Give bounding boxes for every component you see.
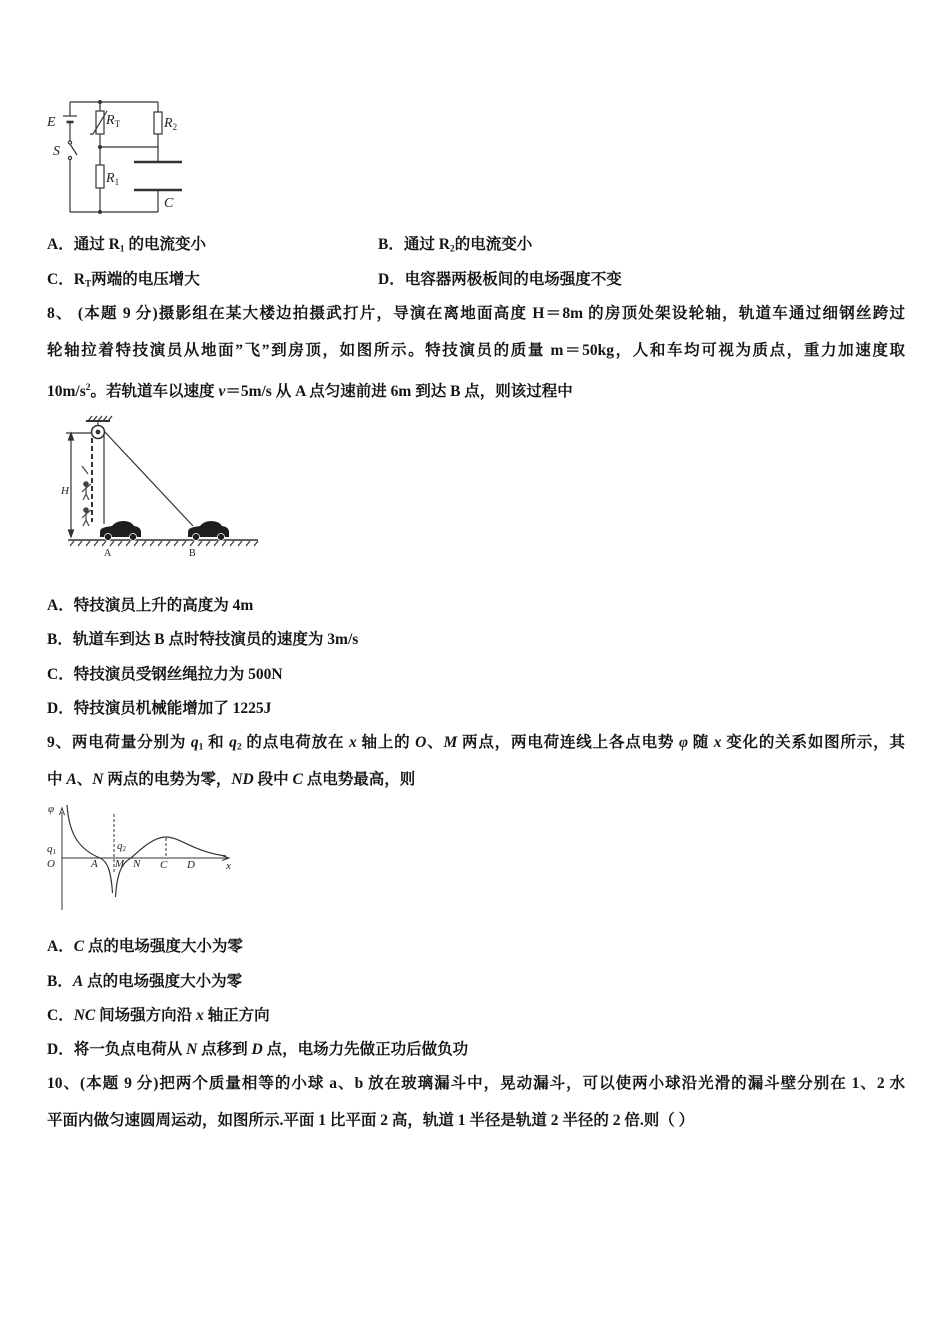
label-q1-sub: 1 — [52, 848, 56, 856]
subscript: 2 — [449, 243, 455, 255]
text-run: 的电流变小 — [124, 236, 206, 253]
label-e: E — [47, 115, 56, 130]
text-run: 10m/s — [47, 382, 86, 400]
junction-top — [98, 100, 102, 104]
label-q1-base: q — [47, 843, 53, 855]
text-run: 点的电场强度大小为零 — [83, 973, 243, 990]
q7-option-b — [378, 235, 532, 260]
text-run: B．通过 R — [378, 236, 450, 253]
q8-stem-line-2: 轮轴拉着特技演员从地面”飞”到房顶，如图所示。特技演员的质量 m＝50kg，人和车均可视为质点，重力加速度取 — [47, 342, 905, 359]
q10-stem-line-1: 10、(本题 9 分)把两个质量相等的小球 a、b 放在玻璃漏斗中，晃动漏斗，可以使两小球沿光滑的漏斗壁分别在 1、2 水 — [47, 1075, 905, 1092]
q8-option-d: D．特技演员机械能增加了 1225J — [47, 700, 272, 717]
subscript: 1 — [198, 741, 204, 753]
label-r1-sub: 1 — [114, 177, 120, 187]
label-r1-base: R — [106, 171, 115, 186]
italic-symbol: v — [218, 382, 226, 400]
label-m: M — [115, 858, 125, 870]
text-run: C．R — [47, 271, 85, 288]
junction-middle — [98, 145, 102, 149]
text-run: 点移到 — [197, 1041, 252, 1058]
text-run: 轴正方向 — [203, 1007, 270, 1024]
label-point-a: A — [104, 548, 112, 559]
text-run: 。若轨道车以速度 — [90, 382, 219, 400]
stunt-pulley-diagram — [58, 412, 263, 562]
q9-option-b — [47, 972, 242, 992]
label-r2-sub: 2 — [172, 122, 178, 132]
potential-graph — [40, 798, 240, 918]
label-r1 — [105, 171, 119, 187]
label-d: D — [187, 859, 195, 871]
q7-option-d: D．电容器两极板间的电场强度不变 — [378, 271, 622, 288]
italic-symbol: M — [443, 734, 458, 751]
performer-mark — [82, 466, 88, 474]
label-point-b: B — [189, 548, 196, 559]
text-run: 点，电场力先做正功后做负功 — [262, 1041, 469, 1058]
text-run: C． — [47, 1007, 74, 1024]
circuit-diagram — [40, 95, 190, 220]
label-n: N — [133, 858, 141, 870]
label-rt — [105, 113, 121, 129]
text-run: ＝5m/s 从 A 点匀速前进 6m 到达 B 点，则该过程中 — [225, 382, 573, 400]
junction-bottom — [98, 210, 102, 214]
text-run: A． — [47, 938, 74, 955]
q7-option-a — [47, 235, 206, 260]
switch-contact-top — [68, 141, 71, 144]
label-q1 — [47, 843, 57, 856]
label-r2-base: R — [164, 116, 173, 131]
text-run: A．通过 R — [47, 236, 120, 253]
label-phi: φ — [48, 803, 55, 815]
subscript: 2 — [236, 741, 242, 753]
text-run: 的电流变小 — [454, 236, 533, 253]
label-rt-base: R — [106, 113, 115, 128]
italic-symbol: φ — [678, 734, 689, 751]
switch-lever — [70, 144, 77, 155]
q8-option-a: A．特技演员上升的高度为 4m — [47, 597, 254, 614]
italic-symbol: x — [196, 1007, 204, 1024]
label-c: C — [160, 859, 168, 871]
subscript: T — [84, 278, 92, 290]
text-run: 段中 — [253, 771, 293, 788]
text-run: 中 — [47, 771, 67, 788]
pulley-axle — [96, 430, 100, 434]
switch-contact-bottom — [68, 156, 71, 159]
diagonal-rope — [104, 431, 193, 526]
text-run: 、 — [76, 771, 93, 788]
text-run: 的点电荷放在 — [241, 734, 350, 751]
italic-symbol: A — [66, 771, 77, 788]
text-run: 和 — [203, 734, 230, 751]
resistor-r2 — [154, 112, 162, 134]
h-dimension-arrow-bottom — [69, 530, 74, 537]
text-run: 随 — [688, 734, 714, 751]
text-run: 间场强方向沿 — [95, 1007, 197, 1024]
italic-symbol: ND — [231, 771, 254, 788]
q9-option-a — [47, 937, 243, 957]
label-a: A — [91, 858, 98, 870]
resistor-r1 — [96, 165, 104, 188]
italic-symbol: A — [72, 973, 84, 990]
italic-symbol: x — [713, 734, 722, 751]
q9-stem-line-1 — [47, 733, 905, 758]
performer-figure-upper — [82, 482, 91, 500]
label-r2 — [163, 116, 177, 132]
text-run: 轴上的 — [356, 734, 416, 751]
ground-hatch — [70, 541, 258, 546]
italic-symbol: x — [349, 734, 357, 751]
label-h: H — [61, 485, 69, 497]
text-run: 、 — [426, 734, 444, 751]
performer-figure-lower — [82, 508, 91, 526]
label-s: S — [53, 144, 60, 159]
label-o: O — [47, 858, 55, 870]
italic-symbol: D — [251, 1041, 263, 1058]
text-run: 点电势最高，则 — [302, 771, 416, 788]
h-dimension-arrow-top — [69, 433, 74, 440]
italic-symbol: q — [229, 734, 237, 751]
q8-option-b: B．轨道车到达 B 点时特技演员的速度为 3m/s — [47, 631, 359, 648]
label-q2-sub: 2 — [122, 845, 126, 853]
text-run: 两端的电压增大 — [91, 271, 200, 288]
italic-symbol: N — [92, 771, 104, 788]
label-x: x — [226, 860, 231, 872]
text-run: 点的电场强度大小为零 — [84, 938, 243, 955]
italic-symbol: q — [190, 734, 199, 751]
q10-stem-line-2: 平面内做匀速圆周运动，如图所示.平面 1 比平面 2 高，轨道 1 半径是轨道 2 半径的 2 倍.则（ ） — [47, 1112, 695, 1129]
q7-option-c — [47, 270, 200, 295]
label-rt-sub: T — [114, 119, 121, 129]
q9-stem-line-2 — [47, 770, 415, 790]
text-run: 变化的关系如图所示，其 — [721, 734, 905, 751]
italic-symbol: O — [415, 734, 427, 751]
text-run: 两点的电势为零， — [103, 771, 232, 788]
italic-symbol: C — [292, 771, 303, 788]
q8-stem-line-3 — [47, 378, 573, 402]
q8-option-c: C．特技演员受钢丝绳拉力为 500N — [47, 666, 283, 683]
italic-symbol: NC — [73, 1007, 96, 1024]
italic-symbol: N — [186, 1041, 198, 1058]
label-q2 — [117, 840, 127, 853]
subscript: 1 — [119, 243, 125, 255]
q8-stem-line-1: 8、 (本题 9 分)摄影组在某大楼边拍摄武打片，导演在离地面高度 H＝8m 的房顶处架设轮轴，轨道车通过细钢丝跨过 — [47, 305, 905, 322]
label-q2-base: q — [117, 840, 123, 852]
q9-option-d — [47, 1040, 468, 1060]
text-run: B． — [47, 973, 73, 990]
text-run: 两点，两电荷连线上各点电势 — [457, 734, 679, 751]
track-car-a — [100, 521, 141, 541]
potential-curve-left — [67, 805, 113, 893]
italic-symbol: C — [73, 938, 85, 955]
text-run: D．将一负点电荷从 — [47, 1041, 187, 1058]
text-run: 9、两电荷量分别为 — [47, 734, 191, 751]
track-car-b — [188, 521, 229, 541]
superscript: 2 — [85, 382, 91, 393]
label-c: C — [164, 196, 174, 211]
q9-option-c — [47, 1006, 270, 1026]
